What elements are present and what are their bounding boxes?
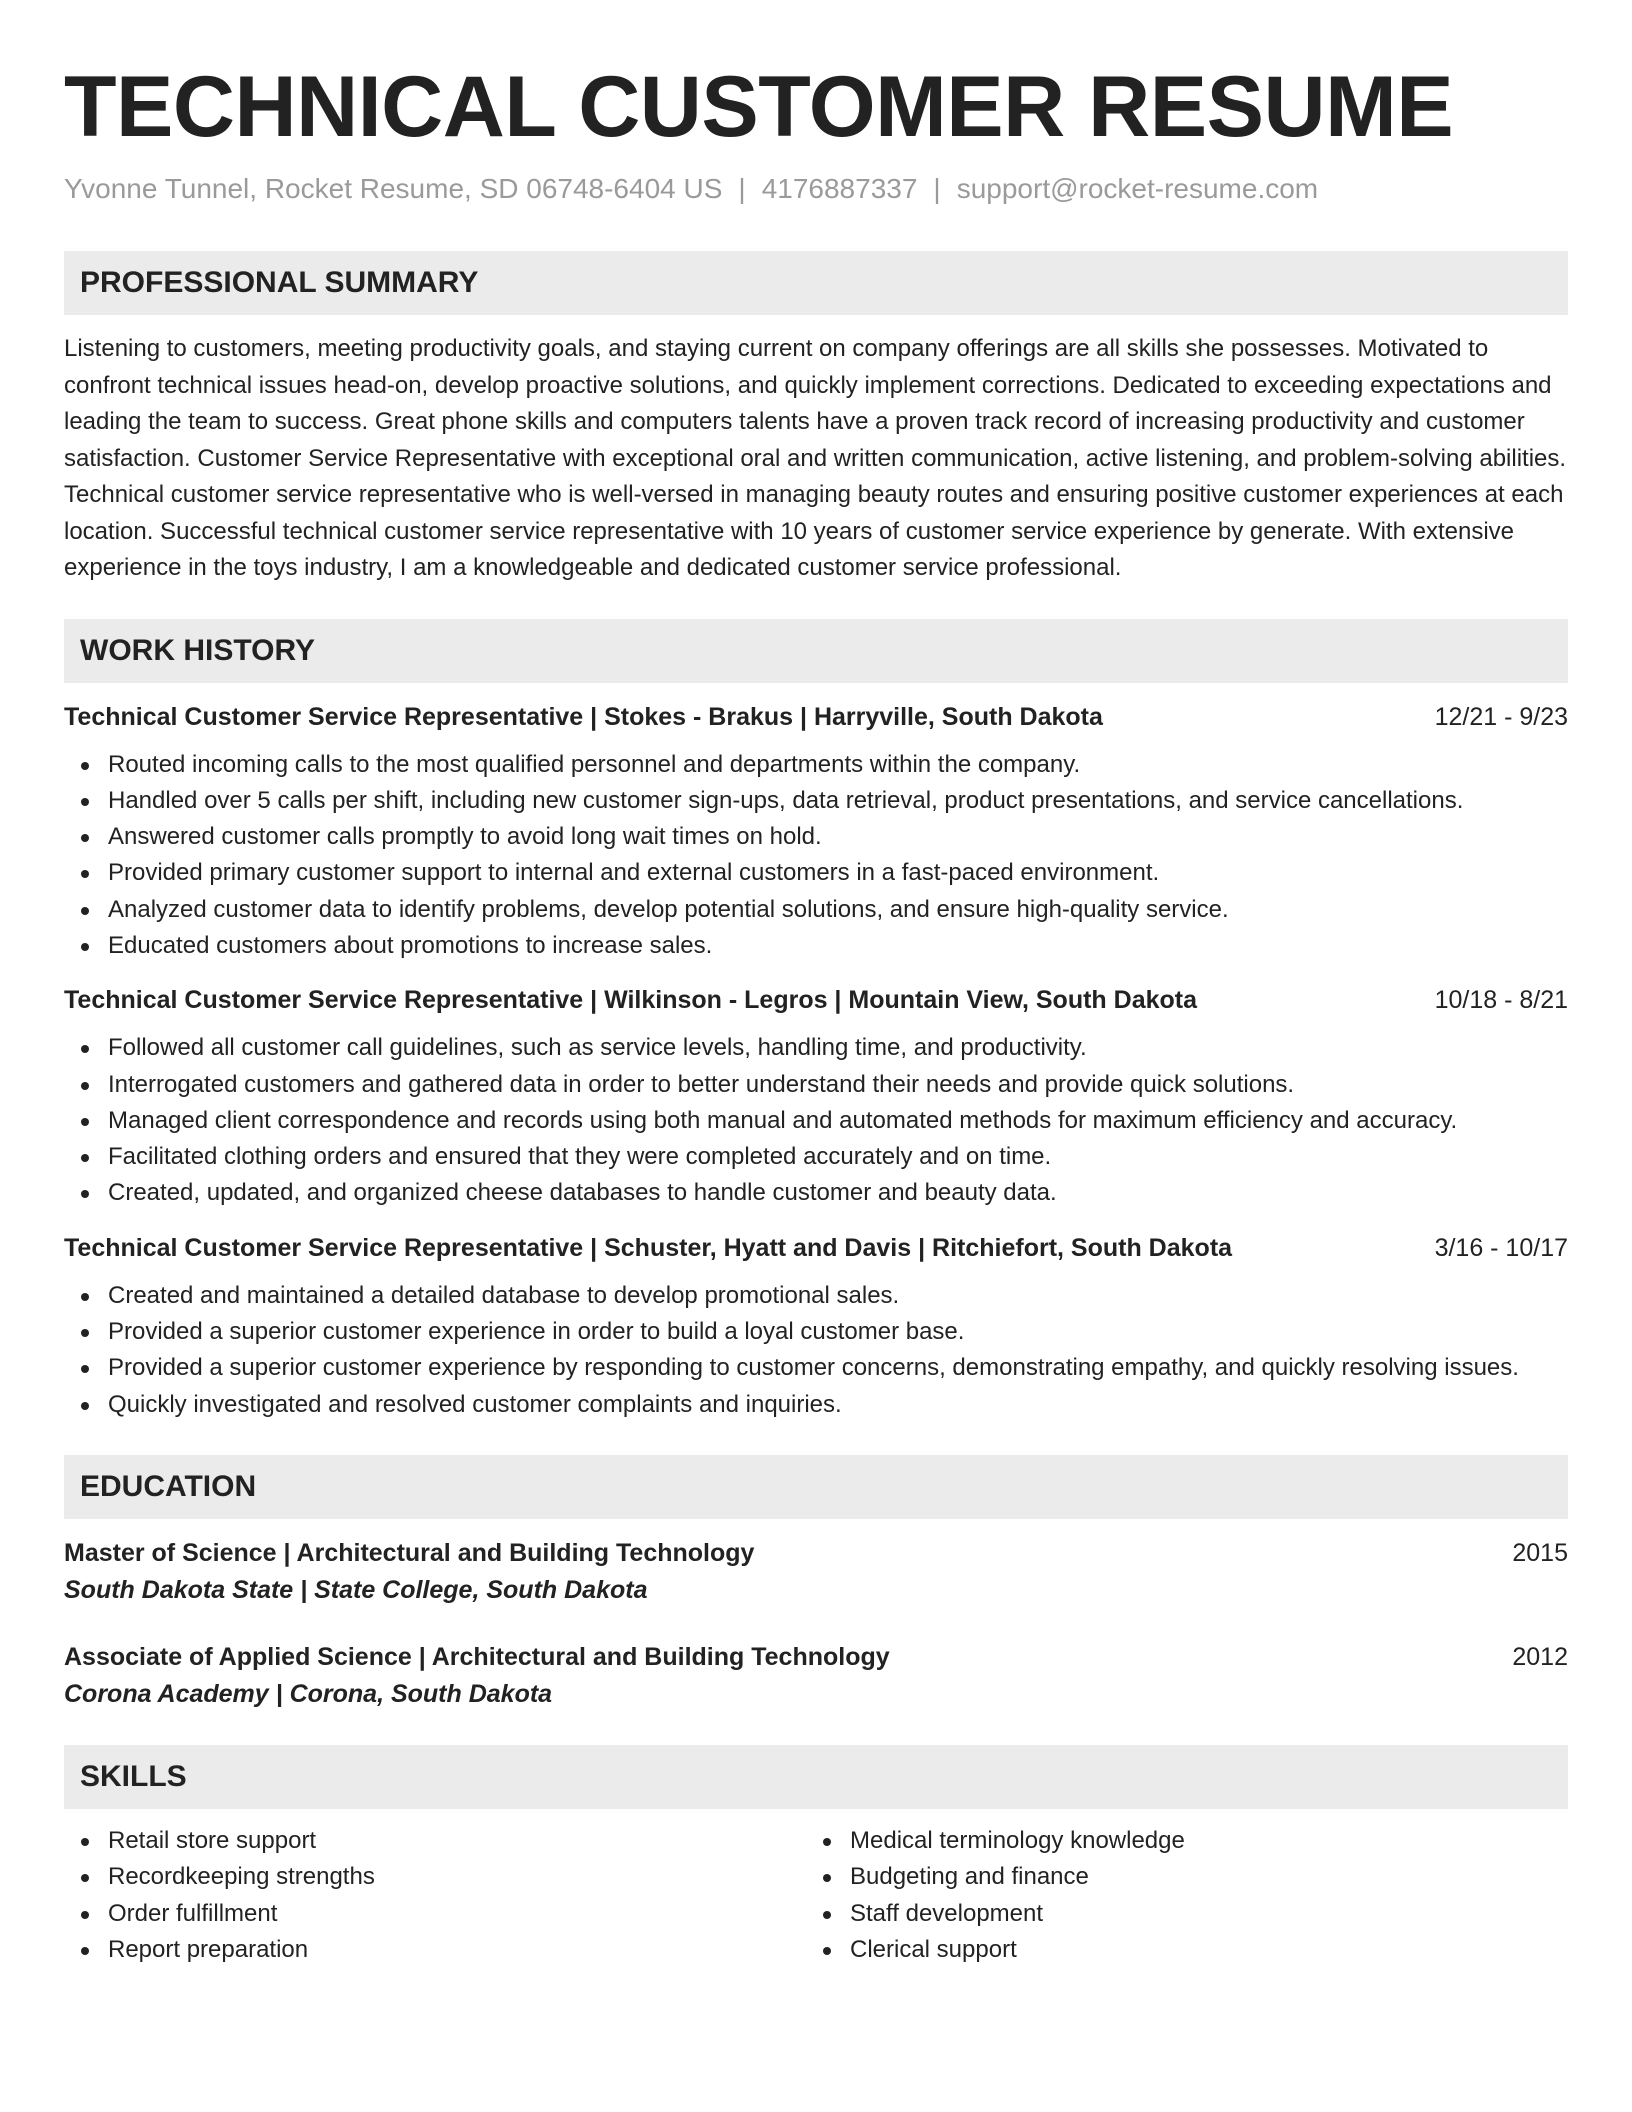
skill-item: Retail store support	[64, 1823, 806, 1859]
job-dates: 3/16 - 10/17	[1434, 1233, 1568, 1262]
job-bullet: Handled over 5 calls per shift, including new customer sign-ups, data retrieval, product presentations, and service cancellations.	[64, 783, 1568, 819]
job-entry	[64, 984, 1568, 1211]
job-bullet: Quickly investigated and resolved customer complaints and inquiries.	[64, 1387, 1568, 1423]
skills-heading: SKILLS	[64, 1745, 1568, 1809]
skill-item: Report preparation	[64, 1932, 806, 1968]
job-entry	[64, 701, 1568, 965]
skill-item: Staff development	[806, 1896, 1548, 1932]
job-title: Technical Customer Service Representative | Wilkinson - Legros | Mountain View, South Dakota	[64, 986, 1198, 1015]
summary-text: Listening to customers, meeting productivity goals, and staying current on company offerings are all skills she possesses. Motivated to confront technical issues head-on, develop proactive solutions, and quickly implement corrections. Dedicated to exceeding expectations and leading the team to success. Great phone skills and computers talents have a proven track record of increasing productivity and customer satisfaction. Customer Service Representative with exceptional oral and written communication, active listening, and problem-solving abilities. Technical customer service representative who is well-versed in managing beauty routes and ensuring positive customer experiences at each location. Successful technical customer service representative with 10 years of customer service experience by generate. With extensive experience in the toys industry, I am a knowledgeable and dedicated customer service professional.	[64, 335, 1567, 581]
job-bullet: Educated customers about promotions to increase sales.	[64, 928, 1568, 964]
resume-page	[64, 0, 1568, 1968]
skill-item: Medical terminology knowledge	[806, 1823, 1548, 1859]
job-bullet: Provided primary customer support to internal and external customers in a fast-paced environment.	[64, 855, 1568, 891]
contact-separator: |	[738, 173, 746, 204]
job-dates: 12/21 - 9/23	[1434, 702, 1568, 731]
skill-item: Recordkeeping strengths	[64, 1859, 806, 1895]
contact-address: Yvonne Tunnel, Rocket Resume, SD 06748-6404 US	[64, 173, 723, 204]
summary-heading: PROFESSIONAL SUMMARY	[64, 251, 1568, 315]
job-bullet: Answered customer calls promptly to avoid long wait times on hold.	[64, 819, 1568, 855]
skills-column-right	[806, 1823, 1548, 1968]
education-year: 2015	[1512, 1538, 1568, 1567]
job-bullet: Followed all customer call guidelines, such as service levels, handling time, and productivity.	[64, 1030, 1568, 1066]
education-school: South Dakota State | State College, South Dakota	[64, 1575, 648, 1604]
education-degree: Master of Science | Architectural and Building Technology	[64, 1538, 755, 1567]
job-entry	[64, 1232, 1568, 1423]
job-bullet: Managed client correspondence and records using both manual and automated methods for maximum efficiency and accuracy.	[64, 1103, 1568, 1139]
job-bullet: Routed incoming calls to the most qualified personnel and departments within the company.	[64, 747, 1568, 783]
education-year: 2012	[1512, 1642, 1568, 1671]
contact-phone: 4176887337	[761, 173, 918, 204]
job-bullet: Interrogated customers and gathered data in order to better understand their needs and provide quick solutions.	[64, 1067, 1568, 1103]
contact-separator: |	[933, 173, 941, 204]
job-bullet: Analyzed customer data to identify problems, develop potential solutions, and ensure high-quality service.	[64, 892, 1568, 928]
skills-list	[64, 1823, 1568, 1968]
skills-column-left	[64, 1823, 806, 1968]
job-bullet: Provided a superior customer experience by responding to customer concerns, demonstrating empathy, and quickly resolving issues.	[64, 1350, 1568, 1386]
job-bullet: Created, updated, and organized cheese databases to handle customer and beauty data.	[64, 1175, 1568, 1211]
job-bullet: Provided a superior customer experience in order to build a loyal customer base.	[64, 1314, 1568, 1350]
job-bullet: Facilitated clothing orders and ensured that they were completed accurately and on time.	[64, 1139, 1568, 1175]
resume-title: TECHNICAL CUSTOMER RESUME	[64, 59, 1454, 155]
skill-item: Budgeting and finance	[806, 1859, 1548, 1895]
education-heading: EDUCATION	[64, 1455, 1568, 1519]
job-bullet: Created and maintained a detailed database to develop promotional sales.	[64, 1278, 1568, 1314]
contact-email: support@rocket-resume.com	[956, 173, 1319, 204]
education-entry	[64, 1537, 1568, 1607]
skill-item: Order fulfillment	[64, 1896, 806, 1932]
education-school: Corona Academy | Corona, South Dakota	[64, 1679, 553, 1708]
skill-item: Clerical support	[806, 1932, 1548, 1968]
work-history-heading: WORK HISTORY	[64, 619, 1568, 683]
education-degree: Associate of Applied Science | Architectural and Building Technology	[64, 1642, 890, 1671]
job-dates: 10/18 - 8/21	[1434, 986, 1568, 1015]
contact-line	[64, 172, 1568, 206]
job-title: Technical Customer Service Representative | Schuster, Hyatt and Davis | Ritchiefort, South Dakota	[64, 1233, 1233, 1262]
job-title: Technical Customer Service Representative | Stokes - Brakus | Harryville, South Dakota	[64, 702, 1103, 731]
education-entry	[64, 1641, 1568, 1711]
